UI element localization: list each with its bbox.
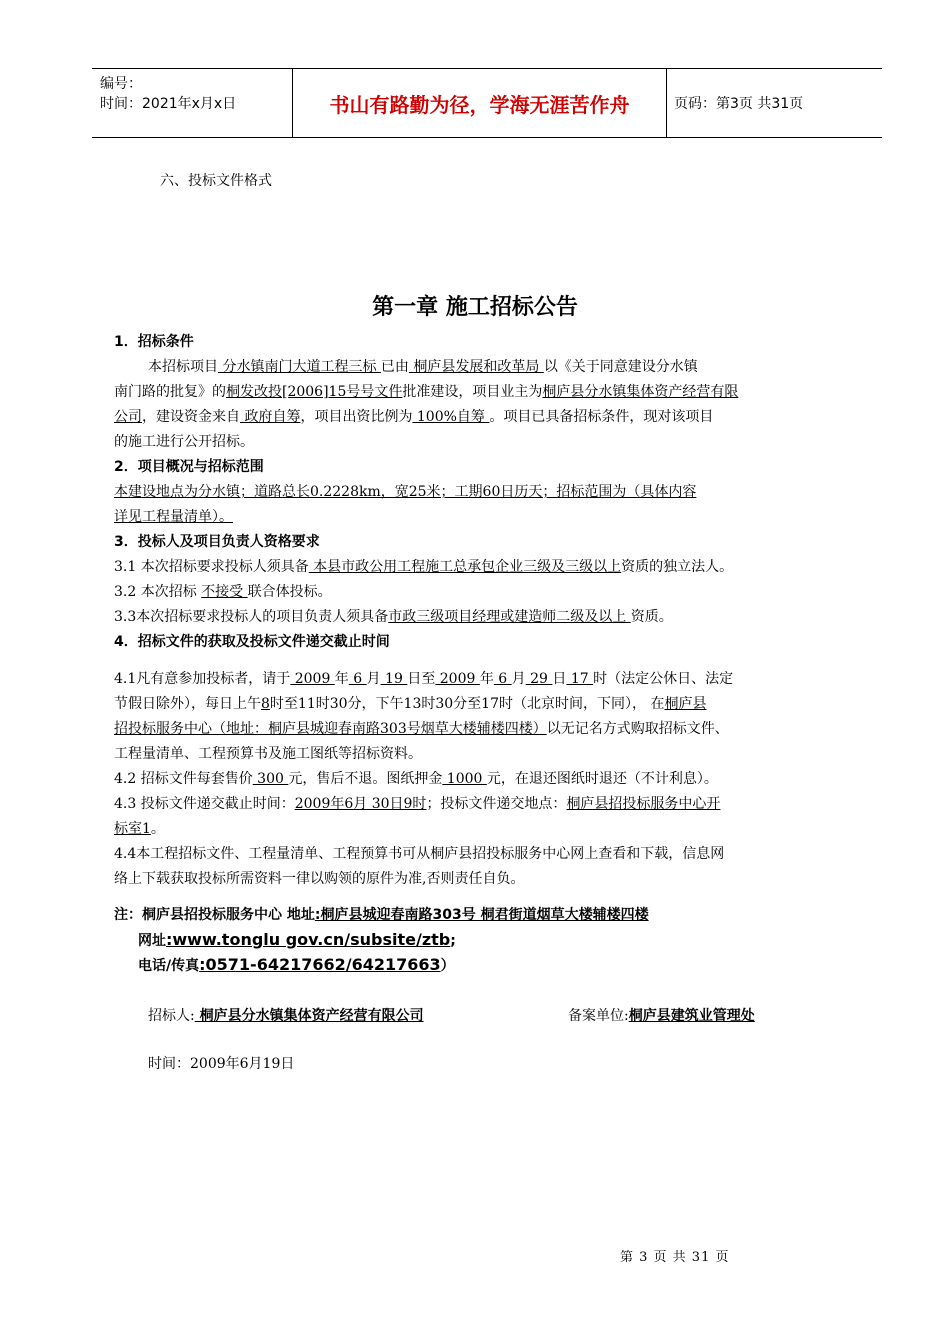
s4-p1-line-3: 招投标服务中心（地址：桐庐县城迎春南路303号烟草大楼辅楼四楼）以无记名方式购取招标文件、 xyxy=(114,721,729,737)
page-footer: 第 3 页 共 31 页 xyxy=(620,1250,730,1265)
filing-line: 备案单位:桐庐县建筑业管理处 xyxy=(568,1008,755,1024)
s4-p4-line-2: 络上下载获取投标所需资料一律以购领的原件为准,否则责任自负。 xyxy=(114,871,525,887)
s1-line-3: 公司，建设资金来自 政府自筹，项目出资比例为 100%自筹 。项目已具备招标条件，现对该项目 xyxy=(114,409,714,425)
s1-line-1: 本招标项目 分水镇南门大道工程三标 已由 桐庐县发展和改革局 以《关于同意建设分水镇 xyxy=(148,359,698,375)
s1-line-4: 的施工进行公开招标。 xyxy=(114,434,254,450)
s4-p3-line-2: 标室1。 xyxy=(114,821,165,837)
s2-line-1: 本建设地点为分水镇；道路总长0.2228km，宽25米；工期60日历天；招标范围为（具体内容 xyxy=(114,484,697,500)
header-page xyxy=(666,69,882,137)
s2-heading: 2．项目概况与招标范围 xyxy=(114,459,264,475)
s4-p1-line-1: 4.1凡有意参加投标者，请于 2009 年 6 月 19 日至 2009 年 6 月 29 日 17 时（法定公休日、法定 xyxy=(114,671,734,687)
chapter-title: 第一章 施工招标公告 xyxy=(372,295,578,320)
header-motto: 书山有路勤为径，学海无涯苦作舟 xyxy=(292,69,667,137)
header-time: 时间：2021年x月x日 xyxy=(100,96,237,112)
note-website: 网址:www.tonglu gov.cn/subsite/ztb; xyxy=(138,930,456,949)
sign-date: 时间：2009年6月19日 xyxy=(148,1056,295,1072)
header-page-label: 页码：第3页 共31页 xyxy=(674,96,804,112)
s4-p4-line-1: 4.4本工程招标文件、工程量清单、工程预算书可从桐庐县招投标服务中心网上查看和下载，信息网 xyxy=(114,846,725,862)
s3-line-3: 3.3本次招标要求投标人的项目负责人须具备市政三级项目经理或建造师二级及以上 资质。 xyxy=(114,609,673,625)
s3-line-2: 3.2 本次招标 不接受 联合体投标。 xyxy=(114,584,332,600)
s4-p3-line-1: 4.3 投标文件递交截止时间：2009年6月 30日9时；投标文件递交地点：桐庐县招投标服务中心开 xyxy=(114,796,721,812)
note-phone: 电话/传真:0571-64217662/64217663） xyxy=(138,955,455,974)
header-meta xyxy=(92,69,292,137)
s3-line-1: 3.1 本次招标要求投标人须具备 本县市政公用工程施工总承包企业三级及三级以上资质的独立法人。 xyxy=(114,559,734,575)
note-address: 注：桐庐县招投标服务中心 地址:桐庐县城迎春南路303号 桐君街道烟草大楼辅楼四楼 xyxy=(114,907,649,923)
s4-p1-line-4: 工程量清单、工程预算书及施工图纸等招标资料。 xyxy=(114,746,422,762)
s4-p2: 4.2 招标文件每套售价 300 元，售后不退。图纸押金 1000 元，在退还图纸时退还（不计利息）。 xyxy=(114,771,718,787)
header-number: 编号： xyxy=(100,76,142,92)
s1-heading: 1．招标条件 xyxy=(114,334,194,350)
s1-line-2: 南门路的批复》的桐发改投[2006]15号号文件批准建设，项目业主为桐庐县分水镇集体资产经营有限 xyxy=(114,384,739,400)
s4-heading: 4．招标文件的获取及投标文件递交截止时间 xyxy=(114,634,390,650)
page-header xyxy=(92,68,882,138)
s3-heading: 3．投标人及项目负责人资格要求 xyxy=(114,534,320,550)
section-six-heading: 六、投标文件格式 xyxy=(160,173,272,189)
s4-p1-line-2: 节假日除外），每日上午8时至11时30分，下午13时30分至17时（北京时间，下同）， 在桐庐县 xyxy=(114,696,707,712)
tenderer-line: 招标人: 桐庐县分水镇集体资产经营有限公司 xyxy=(148,1008,424,1024)
s2-line-2: 详见工程量清单）。 xyxy=(114,509,233,525)
